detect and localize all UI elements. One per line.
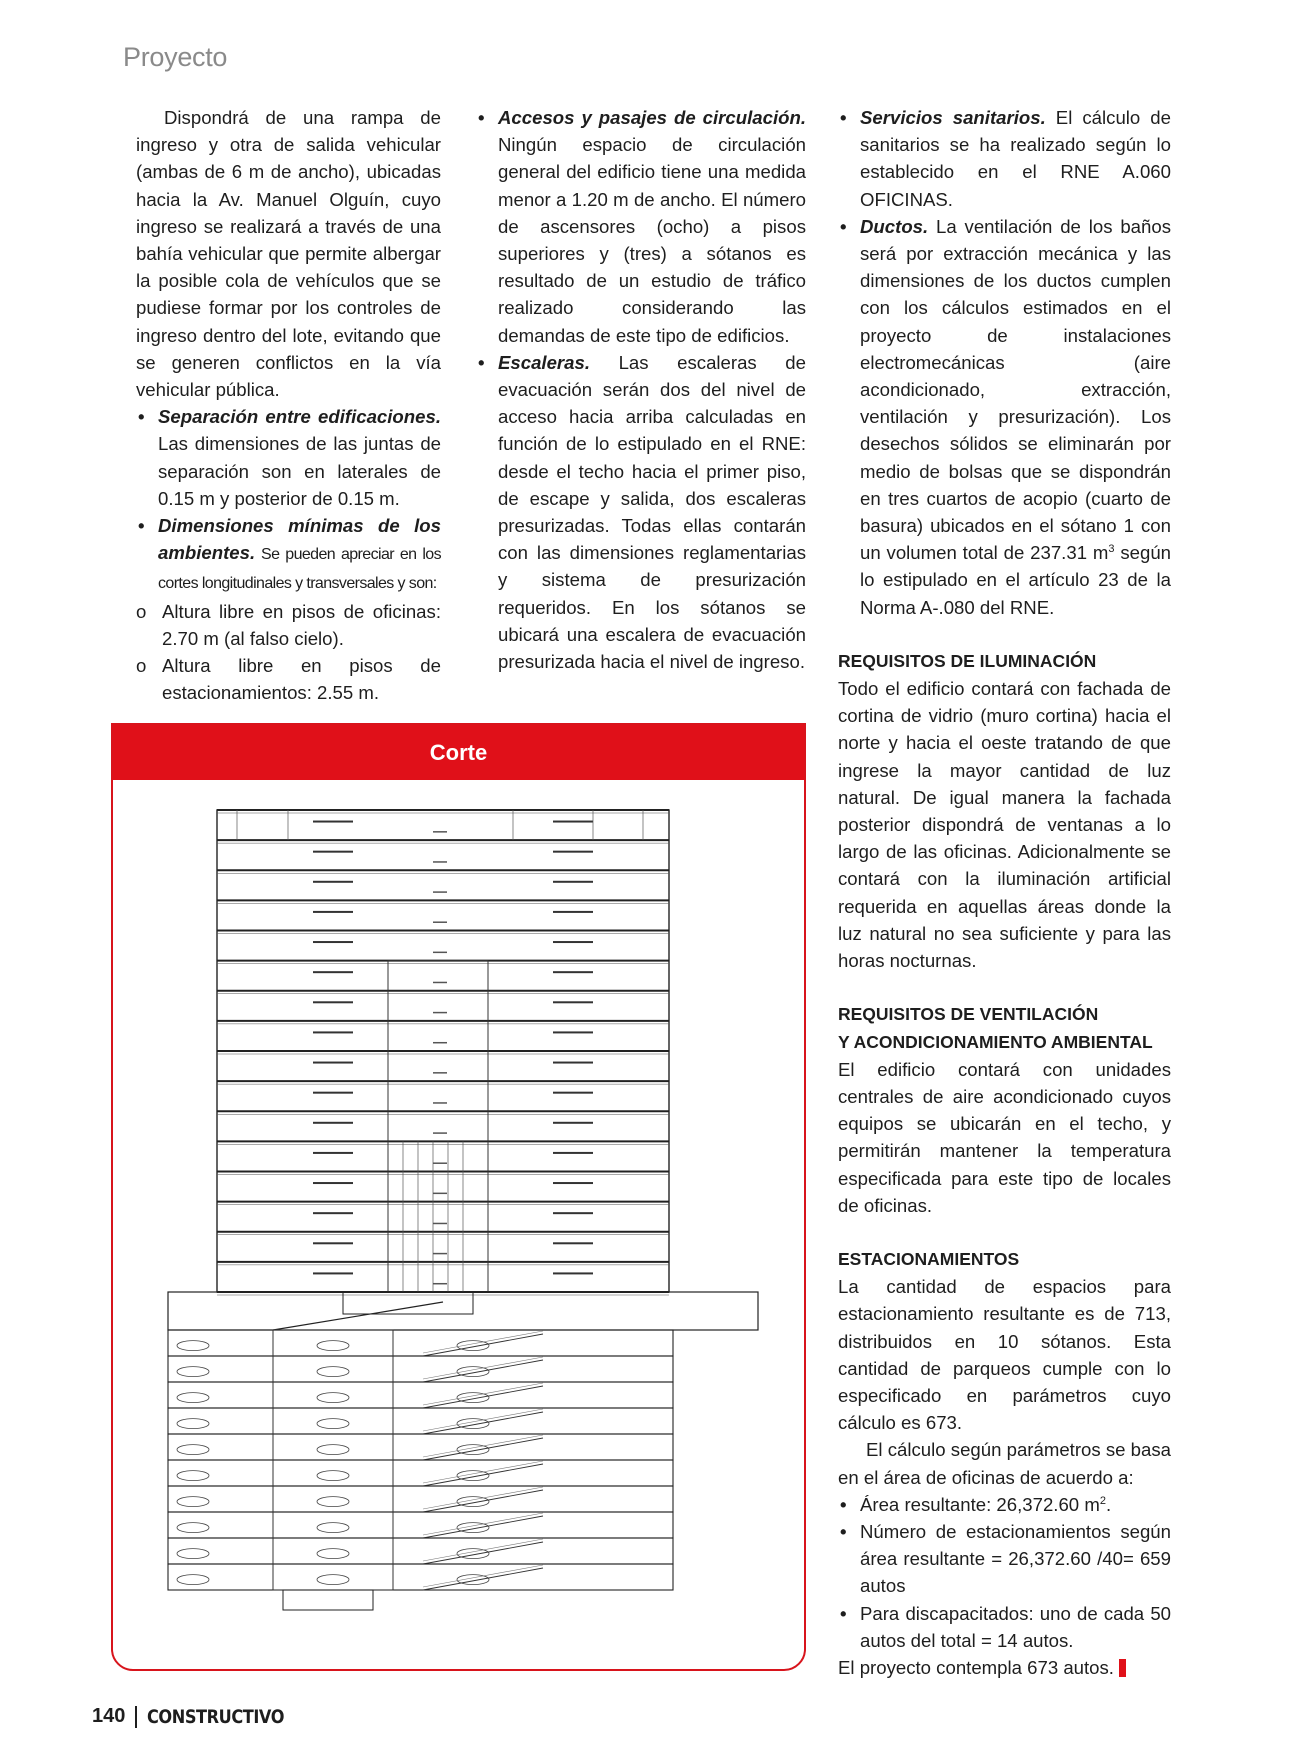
- item-lead: Separación entre edificaciones.: [158, 406, 441, 428]
- room-label-mark: [313, 1212, 353, 1214]
- bullet-list: [476, 104, 806, 675]
- basement-level: [168, 1330, 673, 1356]
- list-item: [838, 104, 1171, 213]
- lobby-block: [343, 1292, 473, 1314]
- magazine-name: CONSTRUCTIVO: [147, 1705, 285, 1728]
- parked-car: [177, 1549, 209, 1559]
- room-label-mark: [553, 851, 593, 853]
- item-lead: Ductos.: [860, 215, 929, 237]
- section-drawing-svg: [113, 780, 804, 1669]
- level-mark: [433, 1253, 447, 1255]
- level-mark: [433, 1223, 447, 1225]
- level-mark: [433, 1283, 447, 1285]
- room-label-mark: [313, 911, 353, 913]
- basement-level: [168, 1356, 673, 1382]
- superscript: 3: [1108, 543, 1115, 556]
- access-ramp: [273, 1302, 443, 1330]
- level-mark: [433, 1042, 447, 1044]
- heading-ventilacion: REQUISITOS DE VENTILACIÓN: [838, 1004, 1099, 1025]
- basement-level: [168, 1564, 673, 1590]
- item-text: Se pueden apreciar en los cortes longitudinales y transversales y son:: [158, 546, 441, 593]
- parked-car: [177, 1393, 209, 1403]
- room-label-mark: [313, 1272, 353, 1274]
- parked-car: [317, 1523, 349, 1533]
- room-label-mark: [553, 1242, 593, 1244]
- bullet-list: [136, 403, 441, 597]
- heading-iluminacion: REQUISITOS DE ILUMINACIÓN: [838, 650, 1097, 671]
- page-footer: [92, 1705, 309, 1728]
- bullet-list: [838, 104, 1171, 621]
- page-number: 140: [92, 1705, 126, 1727]
- parked-car: [177, 1367, 209, 1377]
- room-label-mark: [313, 1242, 353, 1244]
- parked-car: [317, 1341, 349, 1351]
- parked-car: [177, 1419, 209, 1429]
- heading-ventilacion-2: Y ACONDICIONAMIENTO AMBIENTAL: [838, 1031, 1153, 1052]
- room-label-mark: [553, 1031, 593, 1033]
- parked-car: [317, 1419, 349, 1429]
- parked-car: [177, 1497, 209, 1507]
- room-label-mark: [553, 1062, 593, 1064]
- closing-line: El proyecto contempla 673 autos.: [838, 1654, 1171, 1681]
- level-mark: [433, 921, 447, 923]
- room-label-mark: [553, 1122, 593, 1124]
- list-item: • Área resultante: 26,372.60 $m^2$.: [838, 1491, 1171, 1518]
- item-lead: Accesos y pasajes de circulación.: [498, 107, 806, 128]
- basement-ramp: [423, 1438, 543, 1460]
- item-text: según lo estipulado en el artículo 23 de la Norma A-.080 del RNE.: [860, 542, 1172, 618]
- parked-car: [317, 1471, 349, 1481]
- parked-car: [317, 1497, 349, 1507]
- room-label-mark: [313, 881, 353, 883]
- list-item: [476, 104, 806, 349]
- level-mark: [433, 1072, 447, 1074]
- basement-level: [168, 1434, 673, 1460]
- parked-car: [177, 1471, 209, 1481]
- list-item: • Número de estacionamientos según área resultante = 26,372.60 /40= 659 autos: [838, 1518, 1171, 1600]
- list-item: [838, 213, 1171, 621]
- item-lead: Escaleras.: [498, 351, 591, 373]
- basement-ramp: [423, 1568, 543, 1590]
- heading-estacionamientos: ESTACIONAMIENTOS: [838, 1248, 1020, 1269]
- room-label-mark: [313, 971, 353, 973]
- room-label-mark: [553, 1212, 593, 1214]
- room-label-mark: [313, 1122, 353, 1124]
- room-label-mark: [553, 911, 593, 913]
- list-item: [136, 512, 441, 598]
- room-label-mark: [553, 971, 593, 973]
- list-item: • Para discapacitados: uno de cada 50 autos del total = 14 autos.: [838, 1600, 1171, 1654]
- basement-ramp: [423, 1386, 543, 1408]
- figure-title: Corte: [113, 725, 804, 780]
- list-item: o Altura libre en pisos de oficinas: 2.70 m (al falso cielo).: [136, 598, 441, 652]
- list-item: o Altura libre en pisos de estacionamientos: 2.55 m.: [136, 652, 441, 706]
- level-mark: [433, 1012, 447, 1014]
- room-label-mark: [313, 1092, 353, 1094]
- paragraph-calculo: El cálculo según parámetros se basa en el área de oficinas de acuerdo a:: [838, 1439, 1171, 1488]
- parked-car: [317, 1367, 349, 1377]
- room-label-mark: [553, 1272, 593, 1274]
- item-text: La ventilación de los baños será por extracción mecánica y las dimensiones de los ductos cumplen con los cálculos estimados en el proyecto de instalaciones electromecánicas (aire acondicionado, extracción, ventilación y presurización). Los desechos sólidos se eliminarán por medio de bolsas que se dispondrán en tres cuartos de acopio (cuarto de basura) ubicados en el sótano 1 con un volumen total de 237.31 m: [860, 215, 1171, 564]
- list-item: [476, 349, 806, 675]
- column-3: [838, 104, 1171, 1681]
- room-label-mark: [313, 1031, 353, 1033]
- basement-level: [168, 1486, 673, 1512]
- level-mark: [433, 831, 447, 833]
- room-label-mark: [553, 941, 593, 943]
- level-mark: [433, 1193, 447, 1195]
- basement-ramp: [423, 1490, 543, 1512]
- room-label-mark: [313, 851, 353, 853]
- parked-car: [317, 1393, 349, 1403]
- room-label-mark: [313, 821, 353, 823]
- basement-level: [168, 1512, 673, 1538]
- paragraph-iluminacion: Todo el edificio contará con fachada de cortina de vidrio (muro cortina) hacia el norte y hacia el oeste tratando de que ingrese la mayor cantidad de luz natural. De igual manera la fachada posterior dispondrá de ventanas a lo largo de las oficinas. Adicionalmente se contará con la iluminación artificial requerida en aquellas áreas donde la luz natural no sea suficiente y para las horas nocturnas.: [838, 678, 1171, 972]
- parked-car: [317, 1575, 349, 1585]
- item-lead: Servicios sanitarios.: [860, 107, 1046, 128]
- room-label-mark: [553, 1092, 593, 1094]
- ground-floor-outline: [168, 1292, 758, 1330]
- level-mark: [433, 1162, 447, 1164]
- item-text: El cálculo de sanitarios se ha realizado según lo establecido en el RNE A.060 OFICINAS.: [860, 107, 1171, 210]
- column-2: [476, 104, 806, 675]
- parked-car: [317, 1549, 349, 1559]
- room-label-mark: [553, 821, 593, 823]
- basement-level: [168, 1538, 673, 1564]
- basement-level: [168, 1382, 673, 1408]
- level-mark: [433, 1132, 447, 1134]
- parked-car: [177, 1523, 209, 1533]
- pit-block: [283, 1590, 373, 1610]
- room-label-mark: [313, 1062, 353, 1064]
- basement-ramp: [423, 1516, 543, 1538]
- building-section-drawing: [113, 780, 804, 1669]
- parked-car: [317, 1445, 349, 1455]
- item-text: Las dimensiones de las juntas de separación son en laterales de 0.15 m y posterior de 0.15 m.: [158, 433, 441, 509]
- level-mark: [433, 1102, 447, 1104]
- level-mark: [433, 952, 447, 954]
- basement-ramp: [423, 1334, 543, 1356]
- column-1: [136, 104, 441, 706]
- room-label-mark: [313, 1001, 353, 1003]
- basement-ramp: [423, 1542, 543, 1564]
- basement-level: [168, 1408, 673, 1434]
- level-mark: [433, 891, 447, 893]
- basement-ramp: [423, 1412, 543, 1434]
- section-label: Proyecto: [123, 42, 228, 72]
- footer-divider: [135, 1706, 137, 1728]
- item-lead: Dimensiones mínimas de los ambientes.: [158, 515, 441, 564]
- room-label-mark: [553, 1152, 593, 1154]
- end-mark-icon: [1119, 1659, 1126, 1677]
- room-label-mark: [553, 1001, 593, 1003]
- level-mark: [433, 861, 447, 863]
- item-text: Ningún espacio de circulación general del edificio tiene una medida menor a 1.20 m de ancho. El número de ascensores (ocho) a pisos superiores y (tres) a sótanos es resultado de un estudio de tráfico realizado considerando las demandas de este tipo de edificios.: [498, 134, 806, 346]
- basement-ramp: [423, 1464, 543, 1486]
- section-drawing-figure: [111, 723, 806, 1671]
- paragraph-estacionamientos: La cantidad de espacios para estacionamiento resultante es de 713, distribuidos en 10 sótanos. Esta cantidad de parqueos cumple con lo especificado en parámetros cuyo cálculo es 673.: [838, 1276, 1171, 1434]
- superscript: 2: [1099, 1494, 1106, 1507]
- basement-ramp: [423, 1360, 543, 1382]
- item-text: Las escaleras de evacuación serán dos del nivel de acceso hacia arriba calculadas en función de lo estipulado en el RNE: desde el techo hacia el primer piso, de escape y salida, dos escaleras presurizadas. Todas ellas contarán con las dimensiones reglamentarias y sistema de presurización requeridos. En los sótanos se ubicará una escalera de evacuación presurizada hacia el nivel de ingreso.: [498, 351, 806, 673]
- level-mark: [433, 982, 447, 984]
- sub-bullet-list: [136, 598, 441, 707]
- bullet-list: [838, 1491, 1171, 1654]
- intro-paragraph: Dispondrá de una rampa de ingreso y otra de salida vehicular (ambas de 6 m de ancho), ubicadas hacia la Av. Manuel Olguín, cuyo ingreso se realizará a través de una bahía vehicular que permite albergar la posible cola de vehículos que se pudiese formar por los controles de ingreso dentro del lote, evitando que se generen conflictos en la vía vehicular pública.: [136, 107, 441, 401]
- room-label-mark: [553, 881, 593, 883]
- room-label-mark: [313, 1152, 353, 1154]
- room-label-mark: [553, 1182, 593, 1184]
- paragraph-ventilacion: El edificio contará con unidades centrales de aire acondicionado cuyos equipos se ubicarán en el techo, y permitirán mantener la temperatura especificada para este tipo de locales de oficinas.: [838, 1058, 1171, 1216]
- list-item: [136, 403, 441, 512]
- parked-car: [177, 1445, 209, 1455]
- room-label-mark: [313, 1182, 353, 1184]
- parked-car: [177, 1341, 209, 1351]
- parked-car: [177, 1575, 209, 1585]
- room-label-mark: [313, 941, 353, 943]
- basement-level: [168, 1460, 673, 1486]
